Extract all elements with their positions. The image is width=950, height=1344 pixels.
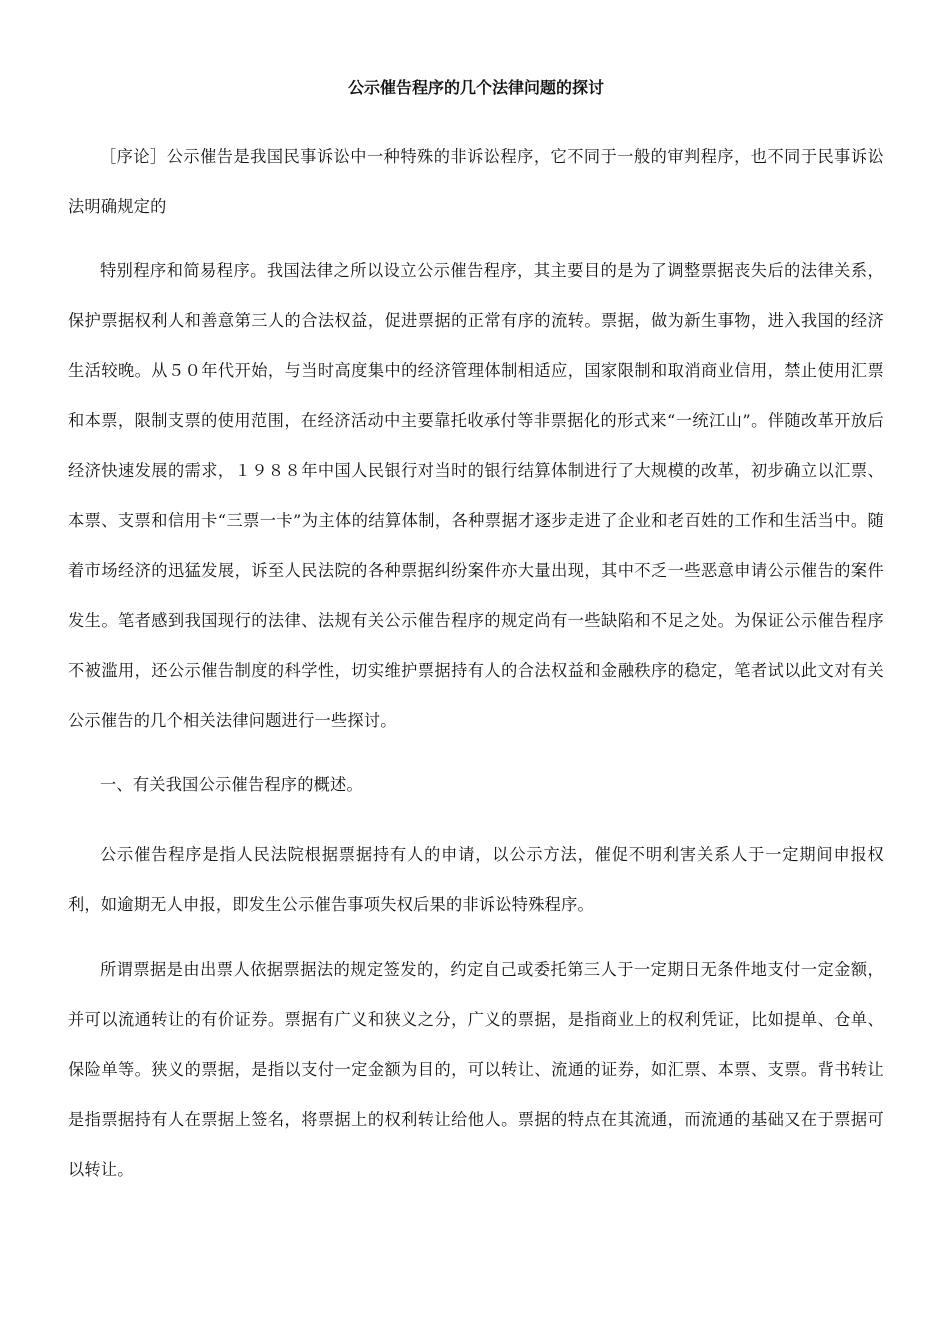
document-title: 公示催告程序的几个法律问题的探讨 — [347, 78, 604, 97]
paragraph-bill-definition: 所谓票据是由出票人依据票据法的规定签发的，约定自己或委托第三人于一定期日无条件地支付一定金额，并可以流通转让的有价证券。票据有广义和狭义之分，广义的票据，是指商业上的权利凭证，比如提单、仓单、保险单等。狭义的票据，是指以支付一定金额为目的，可以转让、流通的证券，如汇票、本票、支票。背书转让是指票据持有人在票据上签名，将票据上的权利转让给他人。票据的特点在其流通，而流通的基础又在于票据可以转让。 — [68, 960, 884, 1179]
section-heading-overview: 一、有关我国公示催告程序的概述。 — [100, 775, 363, 794]
paragraph-background: 特别程序和简易程序。我国法律之所以设立公示催告程序，其主要目的是为了调整票据丧失后的法律关系，保护票据权利人和善意第三人的合法权益，促进票据的正常有序的流转。票据，做为新生事物，进入我国的经济生活较晚。从５０年代开始，与当时高度集中的经济管理体制相适应，国家限制和取消商业信用，禁止使用汇票和本票，限制支票的使用范围，在经济活动中主要靠托收承付等非票据化的形式来“一统江山”。伴随改革开放后经济快速发展的需求，１９８８年中国人民银行对当时的银行结算体制进行了大规模的改革，初步确立以汇票、本票、支票和信用卡“三票一卡”为主体的结算体制，各种票据才逐步走进了企业和老百姓的工作和生活当中。随着市场经济的迅猛发展，诉至人民法院的各种票据纠纷案件亦大量出现，其中不乏一些恶意申请公示催告的案件发生。笔者感到我国现行的法律、法规有关公示催告程序的规定尚有一些缺陷和不足之处。为保证公示催告程序不被滥用，还公示催告制度的科学性，切实维护票据持有人的合法权益和金融秩序的稳定，笔者试以此文对有关公示催告的几个相关法律问题进行一些探讨。 — [68, 261, 884, 730]
paragraph-preface: ［序论］公示催告是我国民事诉讼中一种特殊的非诉讼程序，它不同于一般的审判程序，也不同于民事诉讼法明确规定的 — [68, 147, 884, 216]
paragraph-definition: 公示催告程序是指人民法院根据票据持有人的申请，以公示方法，催促不明利害关系人于一定期间申报权利，如逾期无人申报，即发生公示催告事项失权后果的非诉讼特殊程序。 — [68, 845, 884, 914]
